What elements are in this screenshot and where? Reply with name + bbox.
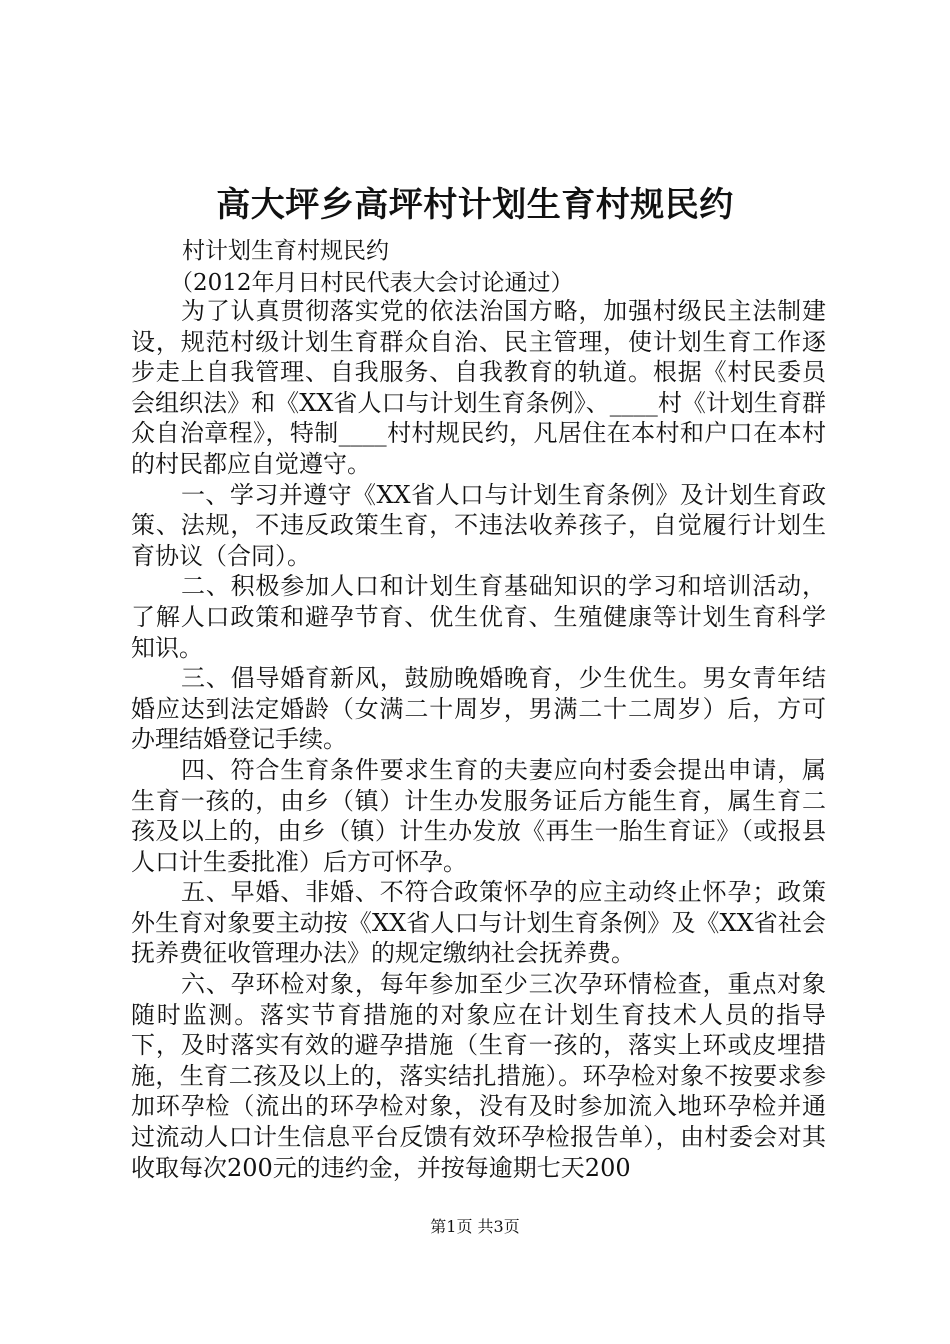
paragraph-intro: 为了认真贯彻落实党的依法治国方略，加强村级民主法制建设，规范村级计划生育群众自治、民主管理，使计划生育工作逐步走上自我管理、自我服务、自我教育的轨道。根据《村民委员会组织法》和《XX省人口与计划生育条例》、____村《计划生育群众自治章程》，特制____村村规民约，凡居住在本村和户口在本村的村民都应自觉遵守。 [131,297,826,478]
document-body [131,296,826,1183]
paragraph-article-6: 六、孕环检对象，每年参加至少三次孕环情检查，重点对象随时监测。落实节育措施的对象应在计划生育技术人员的指导下，及时落实有效的避孕措施（生育一孩的，落实上环或皮埋措施，生育二孩及以上的，落实结扎措施）。环孕检对象不按要求参加环孕检（流出的环孕检对象，没有及时参加流入地环孕检并通过流动人口计生信息平台反馈有效环孕检报告单），由村委会对其收取每次200元的违约金，并按每逾期七天200 [131,970,826,1182]
paragraph-article-2: 二、积极参加人口和计划生育基础知识的学习和培训活动，了解人口政策和避孕节育、优生优育、生殖健康等计划生育科学知识。 [131,572,826,662]
paragraph-article-1: 一、学习并遵守《XX省人口与计划生育条例》及计划生育政策、法规，不违反政策生育，不违法收养孩子，自觉履行计划生育协议（合同）。 [131,480,826,570]
page-footer: 第1页 共3页 [430,1217,520,1236]
document-title: 高大坪乡高坪村计划生育村规民约 [216,185,734,225]
paragraph-article-5: 五、早婚、非婚、不符合政策怀孕的应主动终止怀孕；政策外生育对象要主动按《XX省人口与计划生育条例》及《XX省社会抚养费征收管理办法》的规定缴纳社会抚养费。 [131,878,826,968]
paragraph-article-3: 三、倡导婚育新风，鼓励晚婚晚育，少生优生。男女青年结婚应达到法定婚龄（女满二十周岁，男满二十二周岁）后，方可办理结婚登记手续。 [131,664,826,754]
date-note: （2012年月日村民代表大会讨论通过） [170,270,574,296]
document-subtitle: 村计划生育村规民约 [182,238,389,264]
paragraph-article-4: 四、符合生育条件要求生育的夫妻应向村委会提出申请，属生育一孩的，由乡（镇）计生办发服务证后方能生育，属生育二孩及以上的，由乡（镇）计生办发放《再生一胎生育证》（或报县人口计生委批准）后方可怀孕。 [131,755,826,876]
